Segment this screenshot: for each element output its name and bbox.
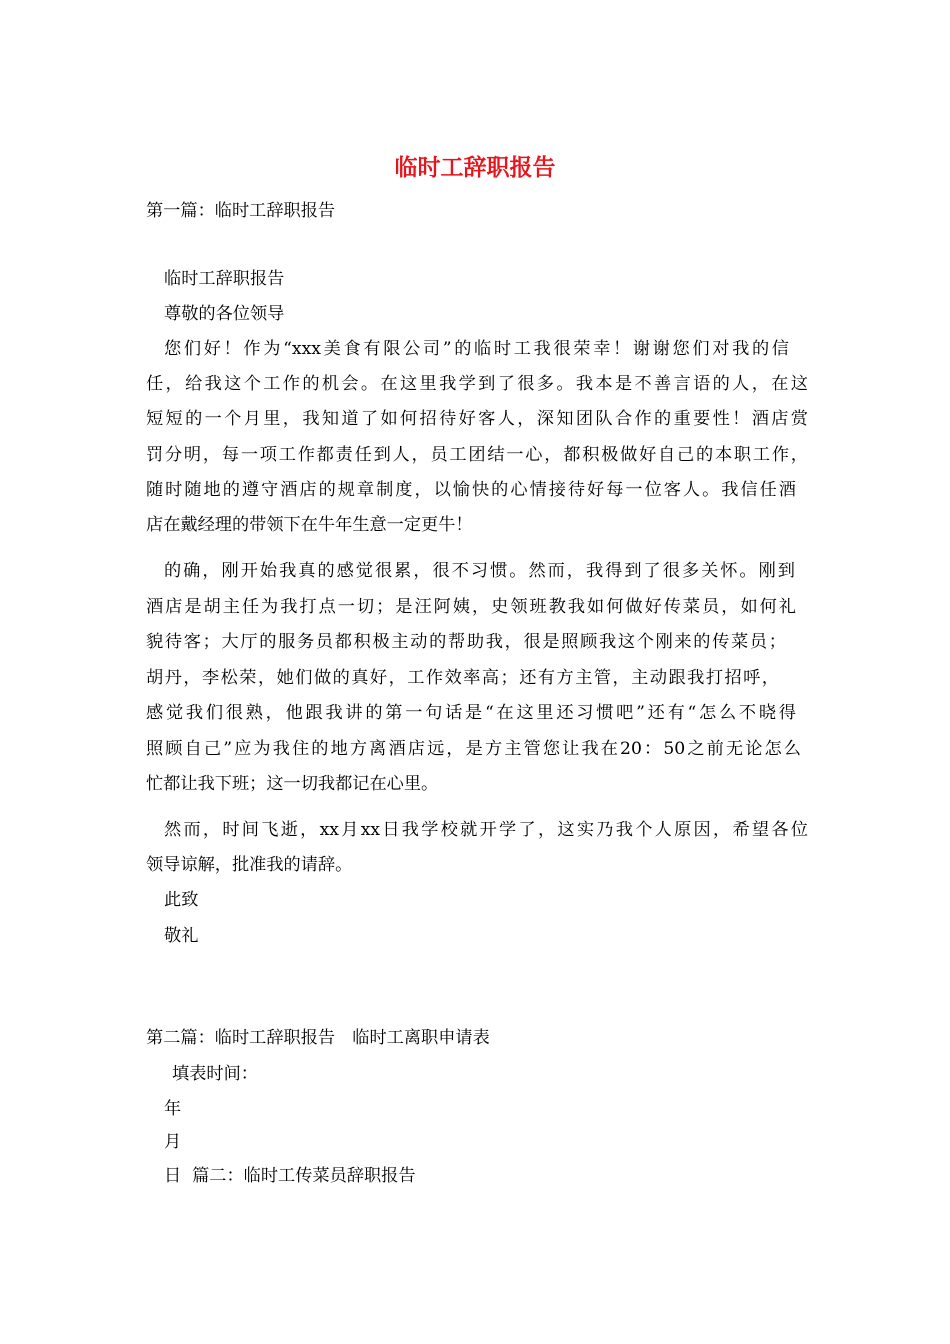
document-title: 临时工辞职报告 <box>394 154 556 181</box>
paragraph1-line: 店在戴经理的带领下在牛年生意一定更牛！ <box>146 515 473 535</box>
paragraph2-line: 照顾自己”应为我住的地方离酒店远，是方主管您让我在20：50之前无论怎么 <box>146 739 801 759</box>
paragraph1-line: 罚分明，每一项工作都责任到人，员工团结一心，都积极做好自己的本职工作， <box>146 445 808 465</box>
paragraph1-line: 任，给我这个工作的机会。在这里我学到了很多。我本是不善言语的人，在这 <box>146 374 808 394</box>
paragraph2-line: 忙都让我下班；这一切我都记在心里。 <box>146 774 439 794</box>
section1-heading: 第一篇：临时工辞职报告 <box>146 201 336 221</box>
form-day-section3: 日 篇二：临时工传菜员辞职报告 <box>164 1166 416 1186</box>
section2-heading: 第二篇：临时工辞职报告 临时工离职申请表 <box>146 1028 490 1048</box>
salutation: 尊敬的各位领导 <box>164 304 285 324</box>
paragraph2-line: 貌待客；大厅的服务员都积极主动的帮助我，很是照顾我这个刚来的传菜员； <box>146 632 786 652</box>
closing-line-1: 此致 <box>164 890 199 910</box>
paragraph2-line: 感觉我们很熟，他跟我讲的第一句话是“在这里还习惯吧”还有“怎么不晓得 <box>146 703 796 723</box>
form-month: 月 <box>164 1132 182 1152</box>
paragraph2-line: 的确，刚开始我真的感觉很累，很不习惯。然而，我得到了很多关怀。刚到 <box>164 561 795 581</box>
paragraph2-line: 酒店是胡主任为我打点一切；是汪阿姨，史领班教我如何做好传菜员，如何礼 <box>146 597 796 617</box>
paragraph1-line: 随时随地的遵守酒店的规章制度，以愉快的心情接待好每一位客人。我信任酒 <box>146 480 796 500</box>
form-time-label: 填表时间： <box>172 1064 258 1084</box>
paragraph3-line: 领导谅解，批准我的请辞。 <box>146 855 353 875</box>
paragraph1-line: 短短的一个月里，我知道了如何招待好客人，深知团队合作的重要性！酒店赏 <box>146 409 808 429</box>
letter-title: 临时工辞职报告 <box>164 269 285 289</box>
closing-line-2: 敬礼 <box>164 926 199 946</box>
form-year: 年 <box>164 1099 182 1119</box>
paragraph2-line: 胡丹，李松荣，她们做的真好，工作效率高；还有方主管，主动跟我打招呼， <box>146 668 779 688</box>
paragraph1-line: 您们好！作为“xxx美食有限公司”的临时工我很荣幸！谢谢您们对我的信 <box>164 339 789 359</box>
paragraph3-line: 然而，时间飞逝，xx月xx日我学校就开学了，这实乃我个人原因，希望各位 <box>164 820 808 840</box>
